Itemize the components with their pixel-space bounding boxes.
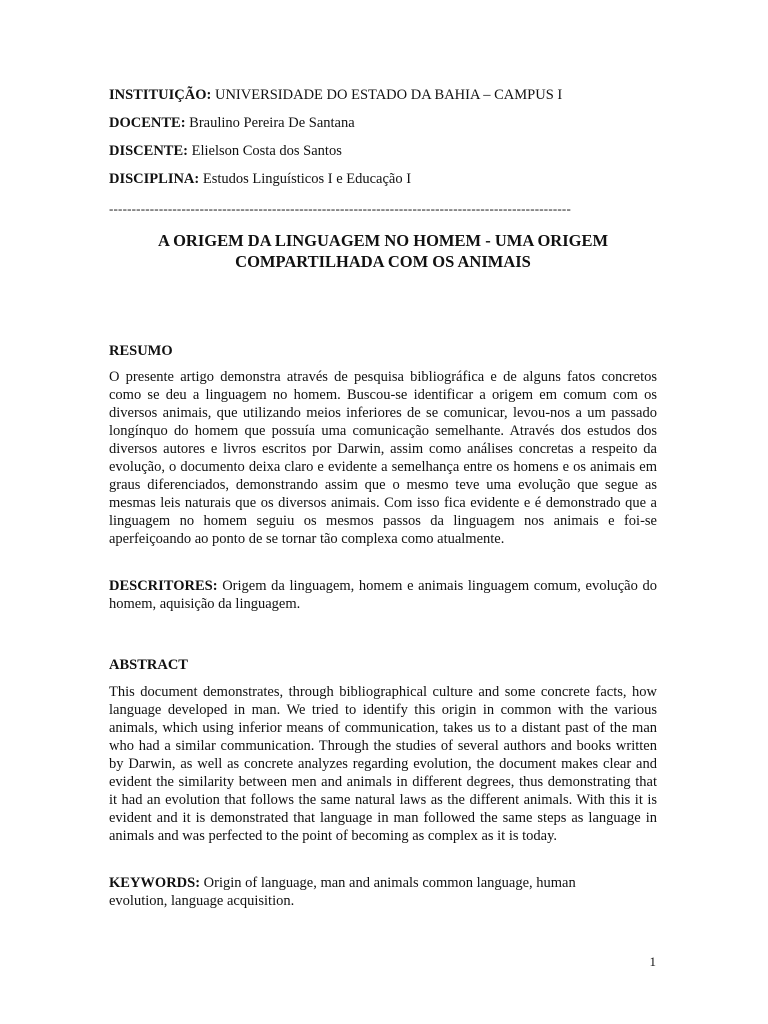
instituicao-label: INSTITUIÇÃO: xyxy=(109,87,212,103)
keywords-label: KEYWORDS: xyxy=(109,875,201,891)
descritores-value: Origem da linguagem, homem e animais linguagem comum, evolução do homem, aquisição da linguagem. xyxy=(109,578,657,613)
header-disciplina xyxy=(109,170,669,188)
title-line-2: COMPARTILHADA COM OS ANIMAIS xyxy=(235,252,531,271)
descritores-label: DESCRITORES: xyxy=(109,578,218,594)
page-title xyxy=(109,230,657,272)
docente-value: Braulino Pereira De Santana xyxy=(189,115,355,131)
header-discente xyxy=(109,142,669,160)
abstract-heading: ABSTRACT xyxy=(109,657,188,673)
header-instituicao xyxy=(109,86,669,104)
keywords-value: Origin of language, man and animals common language, human evolution, language acquisition. xyxy=(109,875,576,910)
resumo-heading: RESUMO xyxy=(109,343,173,359)
resumo-body: O presente artigo demonstra através de pesquisa bibliográfica e de alguns fatos concretos como se deu a linguagem no homem. Buscou-se identificar a origem em comum com os diversos animais, que utilizando meios inferiores de se comunicar, levou-nos a um passado longínquo do homem que possuía uma comunicação semelhante. Através dos estudos dos diversos autores e livros escritos por Darwin, assim como análises concretas a respeito da evolução, o documento deixa claro e evidente a semelhança entre os homens e os animais em graus diferenciados, demonstrando assim que o mesmo teve uma evolução que segue as mesmas leis naturais que os diversos animais. Com isso fica evidente e é demonstrado que a linguagem no homem seguiu os mesmos passos da linguagem nos animais e foi-se aperfeiçoando ao ponto de se tornar tão complexa como atualmente. xyxy=(109,369,657,548)
disciplina-value: Estudos Linguísticos I e Educação I xyxy=(202,171,412,187)
page-number: 1 xyxy=(649,954,656,969)
docente-label: DOCENTE: xyxy=(109,115,186,131)
header-docente xyxy=(109,114,669,132)
discente-label: DISCENTE: xyxy=(109,143,188,159)
keywords-paragraph xyxy=(109,874,609,910)
descritores-paragraph xyxy=(109,577,657,613)
instituicao-value: UNIVERSIDADE DO ESTADO DA BAHIA – CAMPUS I xyxy=(214,87,563,103)
discente-value: Elielson Costa dos Santos xyxy=(191,143,342,159)
dashed-separator: ------------------------------------------------------------------------------------------------------ xyxy=(109,201,571,216)
title-line-1: A ORIGEM DA LINGUAGEM NO HOMEM - UMA ORIGEM xyxy=(157,231,609,250)
abstract-body: This document demonstrates, through bibliographical culture and some concrete facts, how language developed in man. We tried to identify this origin in common with the various animals, which using inferior means of communication, takes us to a distant past of the man who had a similar communication. Through the studies of several authors and books written by Darwin, as well as concrete analyzes regarding evolution, the document makes clear and evident the similarity between men and animals in different degrees, thus demonstrating that it had an evolution that follows the same natural laws as the different animals. With this it is evident and it is demonstrated that language in man followed the same steps as language in animals and was perfected to the point of becoming as complex as it is today. xyxy=(109,684,657,845)
disciplina-label: DISCIPLINA: xyxy=(109,171,200,187)
